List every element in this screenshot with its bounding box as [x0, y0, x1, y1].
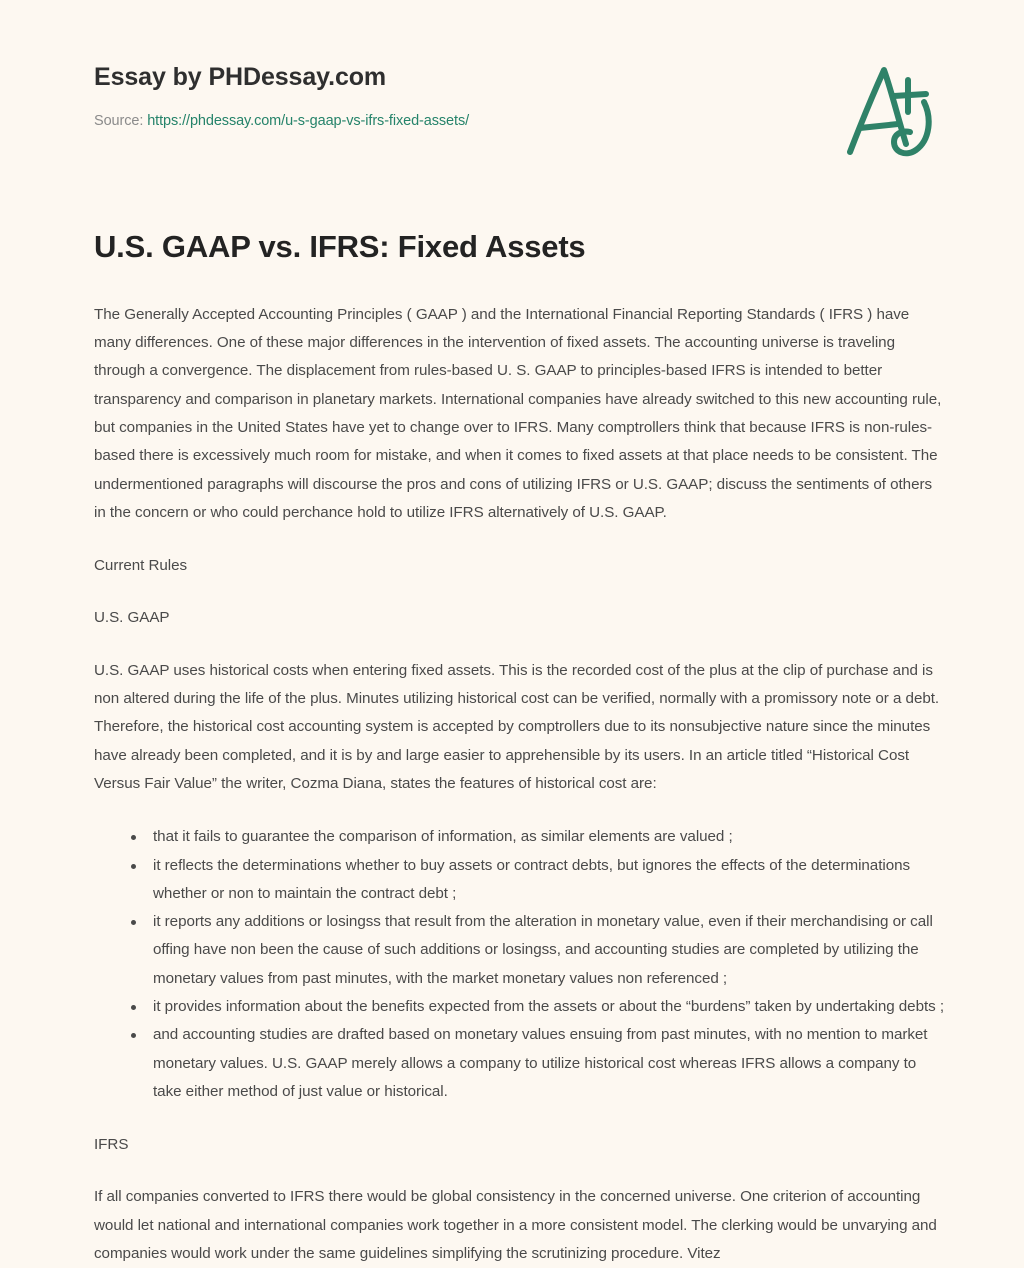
paragraph-intro: The Generally Accepted Accounting Principles ( GAAP ) and the International Financial Reporting Standards ( IFRS ) have many differences. One of these major differences in the intervention of fixed assets. The accounting universe is traveling through a convergence. The displacement from rules-based U. S. GAAP to principles-based IFRS is intended to better transparency and comparison in planetary markets. International companies have already switched to this new accounting rule, but companies in the United States have yet to change over to IFRS. Many comptrollers think that because IFRS is non-rules-based there is excessively much room for mistake, and when it comes to fixed assets at that place needs to be consistent. The undermentioned paragraphs will discourse the pros and cons of utilizing IFRS or U.S. GAAP; discuss the sentiments of others in the concern or who could perchance hold to utilize IFRS alternatively of U.S. GAAP. — [94, 305, 942, 521]
paragraph-ifrs-heading: IFRS — [94, 1136, 129, 1154]
source-url-link[interactable]: https://phdessay.com/u-s-gaap-vs-ifrs-fixed-assets/ — [147, 113, 470, 129]
paragraph-ifrs-body: If all companies converted to IFRS there would be global consistency in the concerned universe. One criterion of accounting would let national and international companies work together in a more consistent model. The clerking would be unvarying and companies would work under the same guidelines simplifying the scrutinizing procedure. Vitez — [94, 1188, 937, 1263]
list-item: it reports any additions or losingss that result from the alteration in monetary value, even if their merchandising or call offing have non been the cause of such additions or losingss, and accounting studies are completed by utilizing the monetary values from past minutes, with the market monetary values non referenced ; — [131, 908, 946, 993]
article-body — [0, 228, 1024, 1268]
paragraph-current-rules-heading: Current Rules — [94, 557, 188, 575]
brand-title: Essay by PHDessay.com — [94, 63, 387, 91]
page-title: U.S. GAAP vs. IFRS: Fixed Assets — [94, 229, 586, 264]
paragraph-gaap-body: U.S. GAAP uses historical costs when entering fixed assets. This is the recorded cost of the plus at the clip of purchase and is non altered during the life of the plus. Minutes utilizing historical cost can be verified, normally with a promissory note or a debt. Therefore, the historical cost accounting system is accepted by comptrollers due to its nonsubjective nature since the minutes have already been completed, and it is by and large easier to apprehensible by its users. In an article titled “Historical Cost Versus Fair Value” the writer, Cozma Diana, states the features of historical cost are: — [94, 661, 940, 792]
list-item: that it fails to guarantee the comparison of information, as similar elements are valued ; — [131, 823, 946, 851]
list-item: and accounting studies are drafted based on monetary values ensuing from past minutes, with no mention to market monetary values. U.S. GAAP merely allows a company to utilize historical cost whereas IFRS allows a company to take either method of just value or historical. — [131, 1021, 946, 1106]
list-item: it provides information about the benefits expected from the assets or about the “burdens” taken by undertaking debts ; — [131, 993, 946, 1021]
historical-cost-feature-list — [94, 823, 946, 1106]
aplus-logo-icon — [836, 56, 946, 166]
list-item: it reflects the determinations whether to buy assets or contract debts, but ignores the effects of the determinations whether or non to maintain the contract debt ; — [131, 852, 946, 909]
body-copy — [94, 301, 946, 1268]
source-label: Source: — [94, 113, 144, 129]
source-line — [94, 113, 946, 129]
page-header — [0, 0, 1024, 180]
paragraph-gaap-heading: U.S. GAAP — [94, 609, 170, 627]
